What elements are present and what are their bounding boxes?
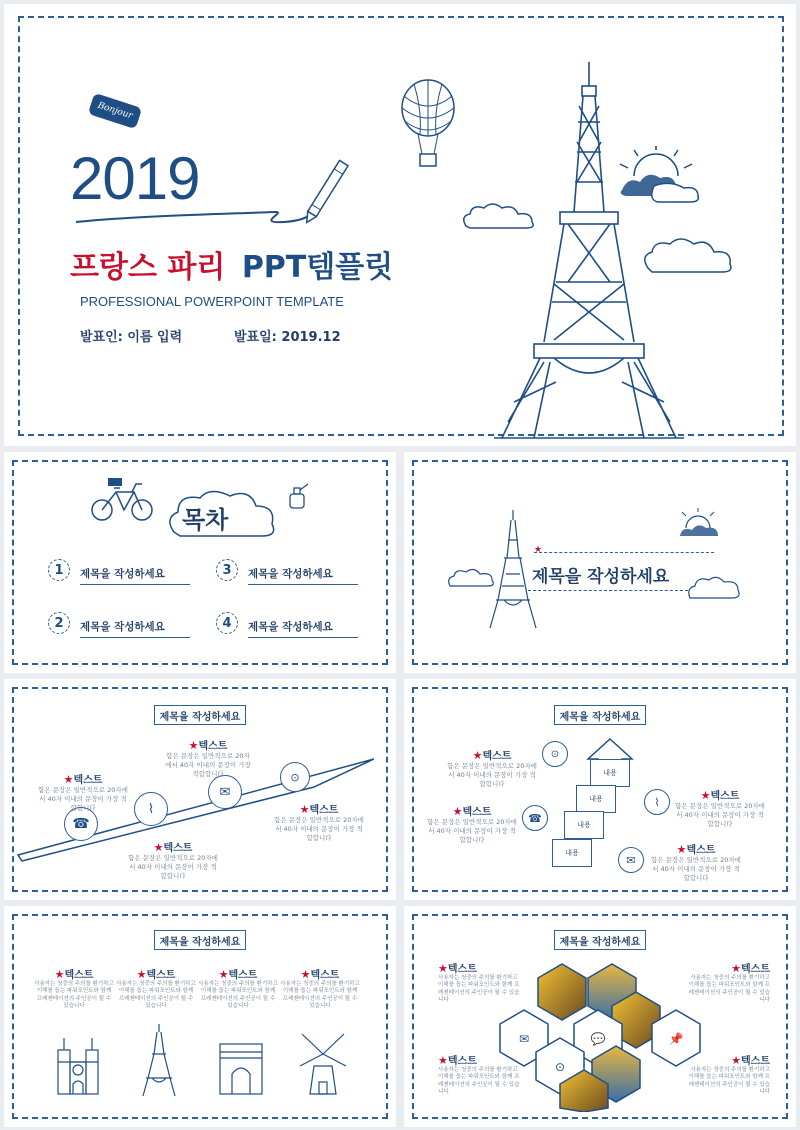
text-body: 함은 문장은 일반적으로 20자에서 40자 이내의 문장이 가장 적합합니다	[447, 762, 537, 788]
mouse-icon: ⊙	[542, 741, 568, 767]
sun-icon	[676, 508, 724, 540]
star-icon: ★	[136, 968, 147, 981]
text-body: 사용자는 청중의 주의를 환기하고 이해를 돕는 파워포인트와 함께 프레젠테이션의 주인공이 될 수 있습니다	[198, 981, 278, 1010]
text-body: 사용자는 청중의 주의를 환기하고 이해를 돕는 파워포인트와 함께 프레젠테이션의 주인공이 될 수 있습니다	[34, 981, 114, 1010]
section-title: 제목을 작성하세요	[532, 567, 670, 587]
text-title: 텍스트	[73, 775, 103, 786]
toc-heading: 목차	[182, 506, 229, 534]
text-block	[674, 787, 766, 828]
text-block	[274, 801, 364, 842]
star-icon: ★	[534, 545, 543, 555]
toc-item[interactable]: 제목을 작성하세요	[80, 566, 190, 585]
section-title-line	[534, 552, 714, 553]
photo-hexagon	[538, 964, 586, 1020]
star-icon: ★	[188, 739, 199, 752]
hot-air-balloon-icon	[394, 76, 464, 172]
date: 발표일: 2019.12	[234, 330, 341, 345]
text-title: 텍스트	[482, 751, 512, 762]
text-title: 텍스트	[447, 964, 477, 975]
star-icon: ★	[153, 841, 164, 854]
clip-icon: ⌇	[644, 789, 670, 815]
arc-de-triomphe-icon	[218, 1042, 264, 1096]
text-title: 텍스트	[310, 970, 340, 981]
mouse-icon: ⊙	[280, 762, 310, 792]
text-title: 텍스트	[64, 970, 94, 981]
text-title: 텍스트	[146, 970, 176, 981]
svg-text:📌: 📌	[668, 1032, 684, 1046]
toc-number: 4	[216, 612, 238, 634]
text-body: 사용자는 청중의 주의를 환기하고 이해를 돕는 파워포인트와 함께 프레젠테이션의 주인공이 될 수 있습니다	[438, 975, 520, 1004]
text-block	[198, 966, 278, 1011]
text-block	[116, 966, 196, 1011]
toc-number: 2	[48, 612, 70, 634]
text-body: 사용자는 청중의 주의를 환기하고 이해를 돕는 파워포인트와 함께 프레젠테이션의 주인공이 될 수 있습니다	[688, 975, 770, 1004]
title-red: 프랑스 파리	[70, 250, 226, 285]
text-title: 텍스트	[686, 845, 716, 856]
mail-icon: ✉	[208, 775, 242, 809]
star-icon: ★	[300, 968, 311, 981]
star-icon: ★	[438, 1054, 448, 1067]
moulin-rouge-icon	[296, 1026, 350, 1096]
slide-timeline[interactable]	[4, 679, 396, 900]
title-banner: 제목을 작성하세요	[154, 705, 246, 725]
pencil-icon	[74, 152, 354, 232]
subtitle: PROFESSIONAL POWERPOINT TEMPLATE	[80, 294, 344, 309]
text-body: 함은 문장은 일반적으로 20자에서 40자 이내의 문장이 가장 적합합니다	[427, 818, 517, 844]
eiffel-tower-icon	[142, 1024, 176, 1096]
svg-text:✉: ✉	[518, 1032, 530, 1046]
text-title: 텍스트	[198, 741, 228, 752]
hexagon-grid	[496, 962, 706, 1112]
step-box: 내용	[576, 785, 616, 813]
text-title: 텍스트	[710, 791, 740, 802]
presenter: 발표인: 이름 입력	[80, 330, 183, 345]
star-icon: ★	[299, 803, 310, 816]
phone-icon: ☎	[64, 807, 98, 841]
star-icon: ★	[731, 1054, 742, 1067]
star-icon: ★	[54, 968, 65, 981]
toc-number: 1	[48, 559, 70, 581]
text-title: 텍스트	[309, 805, 339, 816]
text-title: 텍스트	[741, 1056, 770, 1067]
text-body: 사용자는 청중의 주의를 환기하고 이해를 돕는 파워포인트와 함께 프레젠테이션의 주인공이 될 수 있습니다	[688, 1067, 770, 1096]
svg-text:⊙: ⊙	[554, 1060, 566, 1074]
star-icon: ★	[452, 805, 463, 818]
clip-icon: ⌇	[134, 792, 168, 826]
title-banner: 제목을 작성하세요	[554, 705, 646, 725]
toc-item[interactable]: 제목을 작성하세요	[248, 566, 358, 585]
text-block	[426, 803, 518, 844]
step-box: 내용	[590, 759, 630, 787]
text-title: 텍스트	[447, 1056, 477, 1067]
text-block	[446, 747, 538, 788]
text-body: 함은 문장은 일반적으로 20자에서 40자 이내의 문장이 가장 적합합니다	[675, 802, 765, 828]
text-title: 텍스트	[741, 964, 770, 975]
year-heading: 2019	[70, 145, 200, 212]
text-block	[128, 839, 218, 880]
perfume-icon	[282, 482, 312, 512]
text-block	[34, 966, 114, 1011]
text-body: 함은 문장은 일반적으로 20자에서 40자 이내의 문장이 가장 적합합니다	[274, 816, 364, 842]
slide-section[interactable]	[404, 452, 796, 673]
star-icon: ★	[63, 773, 74, 786]
text-body: 사용자는 청중의 주의를 환기하고 이해를 돕는 파워포인트와 함께 프레젠테이션의 주인공이 될 수 있습니다	[116, 981, 196, 1010]
bonjour-label: Bonjour	[96, 100, 134, 122]
slide-toc[interactable]	[4, 452, 396, 673]
bicycle-icon	[88, 478, 158, 522]
text-block	[280, 966, 360, 1011]
star-icon: ★	[218, 968, 229, 981]
toc-number: 3	[216, 559, 238, 581]
text-block	[38, 771, 128, 812]
text-body: 함은 문장은 일반적으로 20자에서 40자 이내의 문장이 가장 적합합니다	[165, 752, 251, 778]
text-body: 사용자는 청중의 주의를 환기하고 이해를 돕는 파워포인트와 함께 프레젠테이션의 주인공이 될 수 있습니다	[280, 981, 360, 1010]
star-icon: ★	[676, 843, 687, 856]
step-box: 내용	[552, 839, 592, 867]
title-banner: 제목을 작성하세요	[554, 930, 646, 950]
cloud-icon	[686, 576, 742, 600]
slide-steps[interactable]	[404, 679, 796, 900]
mail-icon: ✉	[618, 847, 644, 873]
title-banner: 제목을 작성하세요	[154, 930, 246, 950]
cloud-icon	[446, 568, 496, 588]
main-title	[70, 242, 393, 286]
slide-hexagons[interactable]	[404, 906, 796, 1127]
phone-icon: ☎	[522, 805, 548, 831]
svg-text:💬: 💬	[590, 1032, 606, 1046]
text-block	[164, 737, 252, 778]
eiffel-tower-icon	[494, 62, 684, 440]
text-body: 함은 문장은 일반적으로 20자에서 40자 이내의 문장이 가장 적합합니다	[38, 786, 128, 812]
text-body: 사용자는 청중의 주의를 환기하고 이해를 돕는 파워포인트와 함께 프레젠테이션의 주인공이 될 수 있습니다	[438, 1067, 520, 1096]
toc-item[interactable]: 제목을 작성하세요	[80, 619, 190, 638]
notre-dame-icon	[56, 1036, 100, 1096]
slide-landmarks[interactable]	[4, 906, 396, 1127]
text-body: 함은 문장은 일반적으로 20자에서 40자 이내의 문장이 가장 적합합니다	[651, 856, 741, 882]
star-icon: ★	[731, 962, 742, 975]
text-body: 함은 문장은 일반적으로 20자에서 40자 이내의 문장이 가장 적합합니다	[128, 854, 218, 880]
star-icon: ★	[438, 962, 448, 975]
title-navy: PPT템플릿	[241, 250, 394, 285]
text-title: 텍스트	[163, 843, 193, 854]
star-icon: ★	[700, 789, 711, 802]
text-title: 텍스트	[228, 970, 258, 981]
step-box: 내용	[564, 811, 604, 839]
slide-cover[interactable]	[4, 4, 796, 446]
star-icon: ★	[472, 749, 483, 762]
text-title: 텍스트	[462, 807, 492, 818]
text-block	[650, 841, 742, 882]
section-title-line	[528, 590, 688, 591]
toc-item[interactable]: 제목을 작성하세요	[248, 619, 358, 638]
